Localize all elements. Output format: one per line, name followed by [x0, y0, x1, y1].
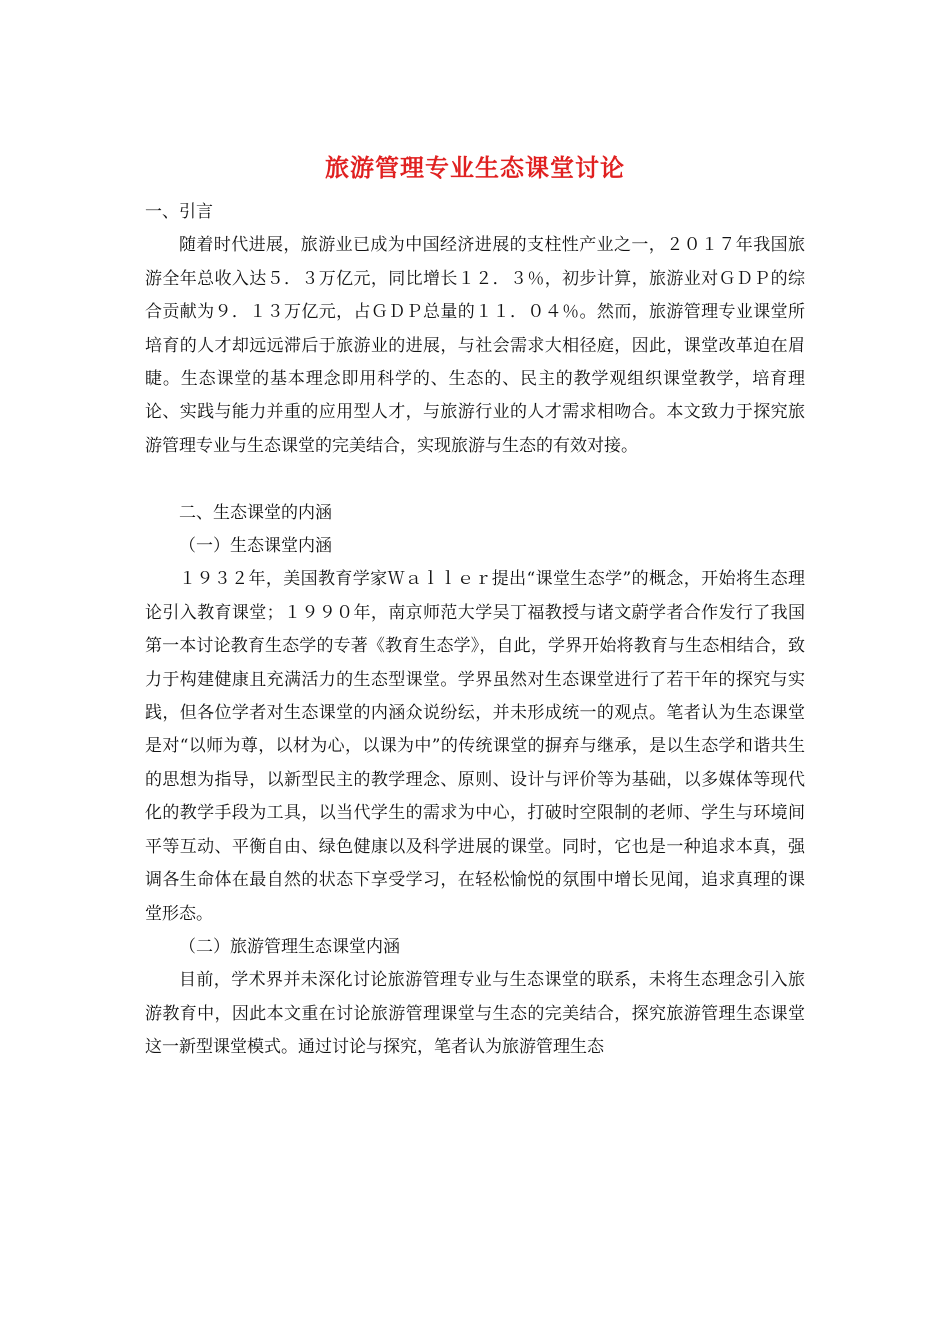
subsection1-paragraph: １９３２年，美国教育学家Ｗａｌｌｅｒ提出“课堂生态学”的概念，开始将生态理论引入教育课堂；１９９０年，南京师范大学吴丁福教授与诸文蔚学者合作发行了我国第一本讨论教育生态学的专著《教育生态学》，自此，学界开始将教育与生态相结合，致力于构建健康且充满活力的生态型课堂。学界虽然对生态课堂进行了若干年的探究与实践，但各位学者对生态课堂的内涵众说纷纭，并未形成统一的观点。笔者认为生态课堂是对“以师为尊，以材为心，以课为中”的传统课堂的摒弃与继承，是以生态学和谐共生的思想为指导，以新型民主的教学理念、原则、设计与评价等为基础，以多媒体等现代化的教学手段为工具，以当代学生的需求为中心，打破时空限制的老师、学生与环境间平等互动、平衡自由、绿色健康以及科学进展的课堂。同时，它也是一种追求本真，强调各生命体在最自然的状态下享受学习，在轻松愉悦的氛围中增长见闻，追求真理的课堂形态。	[145, 569, 805, 924]
intro-paragraph: 随着时代进展，旅游业已成为中国经济进展的支柱性产业之一，２０１７年我国旅游全年总收入达５．３万亿元，同比增长１２．３％，初步计算，旅游业对ＧＤＰ的综合贡献为９．１３万亿元，占ＧＤＰ总量的１１．０４％。然而，旅游管理专业课堂所培育的人才却远远滞后于旅游业的进展，与社会需求大相径庭，因此，课堂改革迫在眉睫。生态课堂的基本理念即用科学的、生态的、民主的教学观组织课堂教学，培育理论、实践与能力并重的应用型人才，与旅游行业的人才需求相吻合。本文致力于探究旅游管理专业与生态课堂的完美结合，实现旅游与生态的有效对接。	[145, 235, 805, 456]
subsection2-paragraph: 目前，学术界并未深化讨论旅游管理专业与生态课堂的联系，未将生态理念引入旅游教育中，因此本文重在讨论旅游管理课堂与生态的完美结合，探究旅游管理生态课堂这一新型课堂模式。通过讨论与探究，笔者认为旅游管理生态	[145, 970, 805, 1058]
document-title: 旅游管理专业生态课堂讨论	[325, 153, 625, 182]
document-body	[145, 196, 805, 1065]
section-spacer	[145, 463, 805, 496]
section2-heading: 二、生态课堂的内涵	[179, 502, 332, 523]
intro-heading: 一、引言	[145, 202, 213, 222]
subsection1-heading: （一）生态课堂内涵	[179, 536, 332, 557]
subsection2-heading: （二）旅游管理生态课堂内涵	[179, 936, 400, 957]
